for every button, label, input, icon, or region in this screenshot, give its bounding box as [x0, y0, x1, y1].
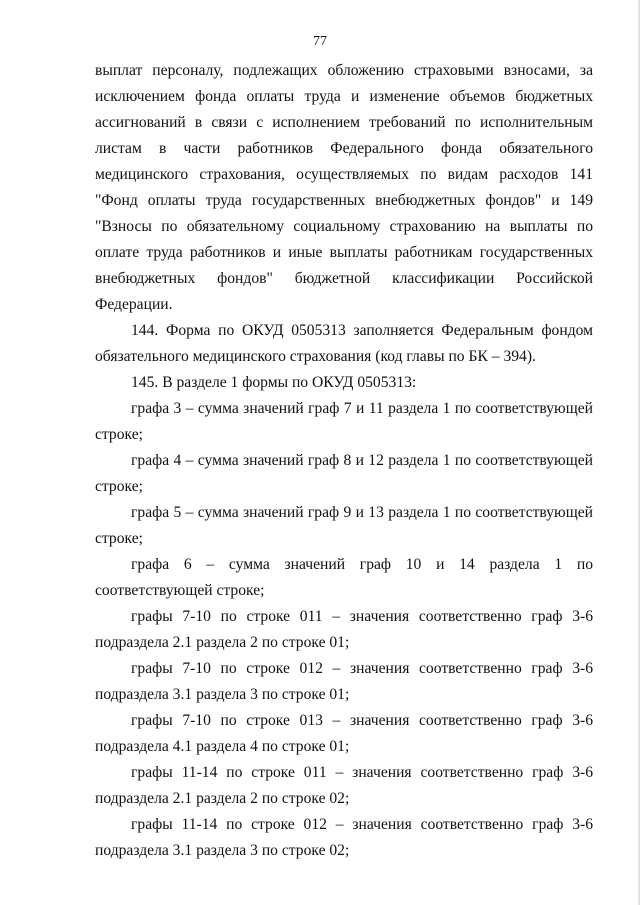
document-body — [95, 58, 593, 864]
list-item: графы 11-14 по строке 012 – значения соответственно граф 3-6 подраздела 3.1 раздела 3 по строке 02; — [95, 816, 593, 859]
list-item: графа 6 – сумма значений граф 10 и 14 раздела 1 по соответствующей строке; — [95, 556, 593, 599]
list-item: графа 3 – сумма значений граф 7 и 11 раздела 1 по соответствующей строке; — [95, 400, 593, 443]
list-item: графы 7-10 по строке 011 – значения соответственно граф 3-6 подраздела 2.1 раздела 2 по строке 01; — [95, 608, 593, 651]
page-number: 77 — [313, 34, 327, 49]
paragraph-144: 144. Форма по ОКУД 0505313 заполняется Федеральным фондом обязательного медицинского страхования (код главы по БК – 394). — [95, 322, 593, 365]
paragraph-145: 145. В разделе 1 формы по ОКУД 0505313: — [131, 374, 417, 391]
list-item: графа 4 – сумма значений граф 8 и 12 раздела 1 по соответствующей строке; — [95, 452, 593, 495]
paragraph-continuation: выплат персоналу, подлежащих обложению страховыми взносами, за исключением фонда оплаты труда и изменение объемов бюджетных ассигнований в связи с исполнением требований по исполнительным листам в части работников Федерального фонда обязательного медицинского страхования, осуществляемых по видам расходов 141 "Фонд оплаты труда государственных внебюджетных фондов" и 149 "Взносы по обязательному социальному страхованию на выплаты по оплате труда работников и иные выплаты работникам государственных внебюджетных фондов" бюджетной классификации Российской Федерации. — [95, 62, 593, 313]
list-item: графы 11-14 по строке 011 – значения соответственно граф 3-6 подраздела 2.1 раздела 2 по строке 02; — [95, 764, 593, 807]
list-item: графы 7-10 по строке 012 – значения соответственно граф 3-6 подраздела 3.1 раздела 3 по строке 01; — [95, 660, 593, 703]
list-item: графы 7-10 по строке 013 – значения соответственно граф 3-6 подраздела 4.1 раздела 4 по строке 01; — [95, 712, 593, 755]
list-item: графа 5 – сумма значений граф 9 и 13 раздела 1 по соответствующей строке; — [95, 504, 593, 547]
